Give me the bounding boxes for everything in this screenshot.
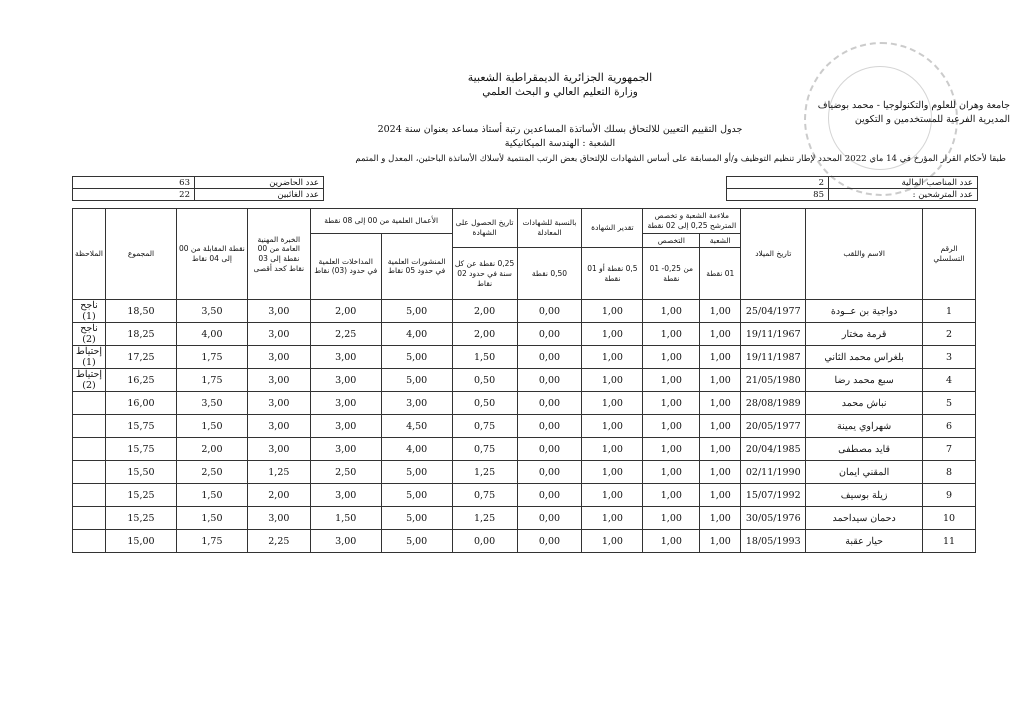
cell-birth: 19/11/1987 xyxy=(741,346,806,369)
cell-int: 1,50 xyxy=(176,484,247,507)
header-birth: تاريخ الميلاد xyxy=(741,209,806,300)
cell-com: 3,00 xyxy=(310,438,381,461)
cell-birth: 02/11/1990 xyxy=(741,461,806,484)
cell-name: المقني ايمان xyxy=(806,461,923,484)
header-specialty-points: من 0,25- 01 نقطة xyxy=(643,248,700,300)
cell-pub: 5,00 xyxy=(381,484,452,507)
cell-com: 2,00 xyxy=(310,300,381,323)
table-row xyxy=(73,346,976,369)
cell-exp: 3,00 xyxy=(247,346,310,369)
cell-br: 1,00 xyxy=(700,530,741,553)
table-row xyxy=(73,530,976,553)
cell-n: 2 xyxy=(923,323,976,346)
cell-eq: 0,00 xyxy=(517,507,582,530)
cell-birth: 15/07/1992 xyxy=(741,484,806,507)
cell-ob: 0,75 xyxy=(452,484,517,507)
cell-tot: 15,50 xyxy=(106,461,177,484)
cell-int: 1,75 xyxy=(176,346,247,369)
cell-com: 3,00 xyxy=(310,392,381,415)
directorate-name: المديرية الفرعية للمستخدمين و التكوين xyxy=(854,114,1010,125)
cell-eq: 0,00 xyxy=(517,461,582,484)
cell-int: 1,50 xyxy=(176,415,247,438)
table-row xyxy=(73,461,976,484)
cell-ob: 0,50 xyxy=(452,392,517,415)
cell-com: 3,00 xyxy=(310,530,381,553)
cell-gr: 1,00 xyxy=(582,323,643,346)
header-experience: الخبرة المهنية العامة من 00 نقطة إلى 03 نقاط كحد أقصى xyxy=(247,209,310,300)
cell-ob: 1,25 xyxy=(452,507,517,530)
cell-int: 2,00 xyxy=(176,438,247,461)
cell-eq: 0,00 xyxy=(517,369,582,392)
cell-sp: 1,00 xyxy=(643,346,700,369)
cell-br: 1,00 xyxy=(700,484,741,507)
cell-gr: 1,00 xyxy=(582,392,643,415)
cell-int: 1,75 xyxy=(176,530,247,553)
cell-note: إحتياط (1) xyxy=(73,346,106,369)
absent-value: 22 xyxy=(73,189,195,201)
cell-eq: 0,00 xyxy=(517,438,582,461)
table-row xyxy=(73,369,976,392)
cell-exp: 2,25 xyxy=(247,530,310,553)
header-name: الاسم واللقب xyxy=(806,209,923,300)
cell-tot: 16,00 xyxy=(106,392,177,415)
cell-gr: 1,00 xyxy=(582,530,643,553)
cell-birth: 18/05/1993 xyxy=(741,530,806,553)
header-equiv-points: 0,50 نقطة xyxy=(517,248,582,300)
cell-name: نباش محمد xyxy=(806,392,923,415)
cell-n: 6 xyxy=(923,415,976,438)
cell-br: 1,00 xyxy=(700,300,741,323)
header-obtain: تاريخ الحصول على الشهادة xyxy=(452,209,517,248)
cell-n: 4 xyxy=(923,369,976,392)
cell-sp: 1,00 xyxy=(643,461,700,484)
cell-br: 1,00 xyxy=(700,392,741,415)
cell-int: 2,50 xyxy=(176,461,247,484)
cell-pub: 4,00 xyxy=(381,438,452,461)
header-serial: الرقم التسلسلي xyxy=(923,209,976,300)
cell-sp: 1,00 xyxy=(643,530,700,553)
cell-note xyxy=(73,530,106,553)
header-branch-points: 01 نقطة xyxy=(700,248,741,300)
cell-eq: 0,00 xyxy=(517,346,582,369)
cell-note xyxy=(73,507,106,530)
cell-int: 3,50 xyxy=(176,392,247,415)
cell-com: 2,50 xyxy=(310,461,381,484)
cell-tot: 17,25 xyxy=(106,346,177,369)
cell-ob: 0,75 xyxy=(452,415,517,438)
cell-eq: 0,00 xyxy=(517,484,582,507)
cell-pub: 3,00 xyxy=(381,392,452,415)
cell-n: 8 xyxy=(923,461,976,484)
cell-eq: 0,00 xyxy=(517,300,582,323)
cell-gr: 1,00 xyxy=(582,507,643,530)
cell-birth: 30/05/1976 xyxy=(741,507,806,530)
cell-com: 3,00 xyxy=(310,484,381,507)
candidates-label: عدد المترشحين : xyxy=(829,189,978,201)
cell-name: زيلة بوسيف xyxy=(806,484,923,507)
cell-ob: 2,00 xyxy=(452,300,517,323)
cell-ob: 2,00 xyxy=(452,323,517,346)
cell-n: 11 xyxy=(923,530,976,553)
cell-com: 3,00 xyxy=(310,369,381,392)
cell-pub: 5,00 xyxy=(381,300,452,323)
posts-info-table xyxy=(726,176,978,201)
cell-com: 1,50 xyxy=(310,507,381,530)
cell-sp: 1,00 xyxy=(643,415,700,438)
decree-reference: طبقا لأحكام القرار المؤرخ في 14 ماي 2022 المحدد لإطار تنظيم التوظيف و/أو المسابقة على أساس الشهادات للإلتحاق بعض الرتب المنتمية لأسلاك الأساتذة الباحثين، المعدل و المتمم xyxy=(355,154,1006,164)
cell-n: 10 xyxy=(923,507,976,530)
cell-gr: 1,00 xyxy=(582,369,643,392)
cell-pub: 5,00 xyxy=(381,507,452,530)
cell-pub: 5,00 xyxy=(381,530,452,553)
cell-note: إحتياط (2) xyxy=(73,369,106,392)
cell-pub: 5,00 xyxy=(381,461,452,484)
header-notes: الملاحظة xyxy=(73,209,106,300)
cell-sp: 1,00 xyxy=(643,438,700,461)
cell-exp: 2,00 xyxy=(247,484,310,507)
header-branch: الشعبة xyxy=(700,233,741,248)
header-interview: نقطة المقابلة من 00 إلى 04 نقاط xyxy=(176,209,247,300)
cell-note xyxy=(73,461,106,484)
table-row xyxy=(73,392,976,415)
cell-birth: 20/05/1977 xyxy=(741,415,806,438)
cell-pub: 4,00 xyxy=(381,323,452,346)
cell-exp: 3,00 xyxy=(247,323,310,346)
cell-name: دحمان سيداحمد xyxy=(806,507,923,530)
cell-name: دواجية بن عــودة xyxy=(806,300,923,323)
table-row xyxy=(73,438,976,461)
cell-int: 1,50 xyxy=(176,507,247,530)
cell-note: ناجح (2) xyxy=(73,323,106,346)
cell-ob: 1,50 xyxy=(452,346,517,369)
cell-birth: 19/11/1967 xyxy=(741,323,806,346)
cell-gr: 1,00 xyxy=(582,346,643,369)
posts-label: عدد المناصب المالية xyxy=(829,177,978,189)
cell-exp: 3,00 xyxy=(247,369,310,392)
header-adequacy: ملاءمة الشعبة و تخصص المترشح 0,25 إلى 02 نقطة xyxy=(643,209,741,234)
cell-ob: 0,00 xyxy=(452,530,517,553)
cell-name: حيار عقبة xyxy=(806,530,923,553)
table-row xyxy=(73,300,976,323)
cell-sp: 1,00 xyxy=(643,323,700,346)
cell-ob: 1,25 xyxy=(452,461,517,484)
cell-name: قرمة مختار xyxy=(806,323,923,346)
cell-birth: 20/04/1985 xyxy=(741,438,806,461)
table-row xyxy=(73,484,976,507)
cell-br: 1,00 xyxy=(700,323,741,346)
cell-exp: 3,00 xyxy=(247,507,310,530)
cell-tot: 15,75 xyxy=(106,415,177,438)
cell-tot: 15,00 xyxy=(106,530,177,553)
candidates-value: 85 xyxy=(727,189,829,201)
cell-eq: 0,00 xyxy=(517,415,582,438)
cell-gr: 1,00 xyxy=(582,300,643,323)
branch-line: الشعبة : الهندسة الميكانيكية xyxy=(504,138,616,149)
cell-gr: 1,00 xyxy=(582,461,643,484)
header-works: الأعمال العلمية من 00 إلى 08 نقطة xyxy=(310,209,452,234)
cell-exp: 1,25 xyxy=(247,461,310,484)
cell-eq: 0,00 xyxy=(517,323,582,346)
cell-n: 1 xyxy=(923,300,976,323)
document-title: جدول التقييم التعيين للالتحاق بسلك الأساتذة المساعدين رتبة أستاذ مساعد بعنوان سنة 2024 xyxy=(377,124,743,135)
header-publications: المنشورات العلمية في حدود 05 نقاط xyxy=(381,233,452,300)
cell-eq: 0,00 xyxy=(517,392,582,415)
table-body xyxy=(73,300,976,553)
cell-name: بلغراس محمد الثاني xyxy=(806,346,923,369)
present-label: عدد الحاضرين xyxy=(195,177,324,189)
cell-note: ناجح (1) xyxy=(73,300,106,323)
cell-tot: 18,50 xyxy=(106,300,177,323)
evaluation-table xyxy=(72,208,976,553)
cell-ob: 0,75 xyxy=(452,438,517,461)
cell-com: 3,00 xyxy=(310,346,381,369)
header-specialty: التخصص xyxy=(643,233,700,248)
cell-n: 7 xyxy=(923,438,976,461)
cell-n: 3 xyxy=(923,346,976,369)
attendance-info-table xyxy=(72,176,324,201)
cell-sp: 1,00 xyxy=(643,300,700,323)
cell-name: قايد مصطفى xyxy=(806,438,923,461)
header-grade-points: 0,5 نقطة أو 01 نقطة xyxy=(582,248,643,300)
cell-int: 3,50 xyxy=(176,300,247,323)
cell-sp: 1,00 xyxy=(643,484,700,507)
cell-name: سبع محمد رضا xyxy=(806,369,923,392)
cell-gr: 1,00 xyxy=(582,484,643,507)
cell-birth: 25/04/1977 xyxy=(741,300,806,323)
absent-label: عدد الغائبين xyxy=(195,189,324,201)
header-obtain-points: 0,25 نقطة عن كل سنة في حدود 02 نقاط xyxy=(452,248,517,300)
cell-exp: 3,00 xyxy=(247,300,310,323)
university-name: جامعة وهران للعلوم والتكنولوجيا - محمد بوضياف xyxy=(817,100,1010,111)
cell-note xyxy=(73,438,106,461)
cell-int: 4,00 xyxy=(176,323,247,346)
present-value: 63 xyxy=(73,177,195,189)
cell-int: 1,75 xyxy=(176,369,247,392)
table-row xyxy=(73,323,976,346)
cell-br: 1,00 xyxy=(700,438,741,461)
cell-tot: 15,25 xyxy=(106,484,177,507)
cell-br: 1,00 xyxy=(700,507,741,530)
cell-ob: 0,50 xyxy=(452,369,517,392)
table-row xyxy=(73,415,976,438)
cell-pub: 5,00 xyxy=(381,369,452,392)
header-grade: تقدير الشهادة xyxy=(582,209,643,248)
cell-gr: 1,00 xyxy=(582,438,643,461)
cell-br: 1,00 xyxy=(700,415,741,438)
cell-birth: 21/05/1980 xyxy=(741,369,806,392)
header-total: المجموع xyxy=(106,209,177,300)
cell-sp: 1,00 xyxy=(643,392,700,415)
cell-exp: 3,00 xyxy=(247,415,310,438)
cell-br: 1,00 xyxy=(700,461,741,484)
cell-sp: 1,00 xyxy=(643,507,700,530)
cell-gr: 1,00 xyxy=(582,415,643,438)
cell-tot: 16,25 xyxy=(106,369,177,392)
cell-pub: 5,00 xyxy=(381,346,452,369)
cell-br: 1,00 xyxy=(700,369,741,392)
republic-heading: الجمهورية الجزائرية الديمقراطية الشعبية xyxy=(467,71,653,84)
header-equiv: بالنسبة للشهادات المعادلة xyxy=(517,209,582,248)
cell-note xyxy=(73,484,106,507)
posts-value: 2 xyxy=(727,177,829,189)
cell-exp: 3,00 xyxy=(247,392,310,415)
cell-n: 9 xyxy=(923,484,976,507)
cell-tot: 18,25 xyxy=(106,323,177,346)
cell-name: شهراوي يمينة xyxy=(806,415,923,438)
cell-n: 5 xyxy=(923,392,976,415)
header-communications: المداخلات العلمية في حدود (03) نقاط xyxy=(310,233,381,300)
ministry-heading: وزارة التعليم العالي و البحث العلمي xyxy=(482,86,638,98)
table-row xyxy=(73,507,976,530)
cell-exp: 3,00 xyxy=(247,438,310,461)
cell-tot: 15,75 xyxy=(106,438,177,461)
cell-note xyxy=(73,415,106,438)
cell-com: 3,00 xyxy=(310,415,381,438)
cell-birth: 28/08/1989 xyxy=(741,392,806,415)
cell-note xyxy=(73,392,106,415)
cell-tot: 15,25 xyxy=(106,507,177,530)
cell-sp: 1,00 xyxy=(643,369,700,392)
cell-eq: 0,00 xyxy=(517,530,582,553)
cell-com: 2,25 xyxy=(310,323,381,346)
cell-pub: 4,50 xyxy=(381,415,452,438)
cell-br: 1,00 xyxy=(700,346,741,369)
